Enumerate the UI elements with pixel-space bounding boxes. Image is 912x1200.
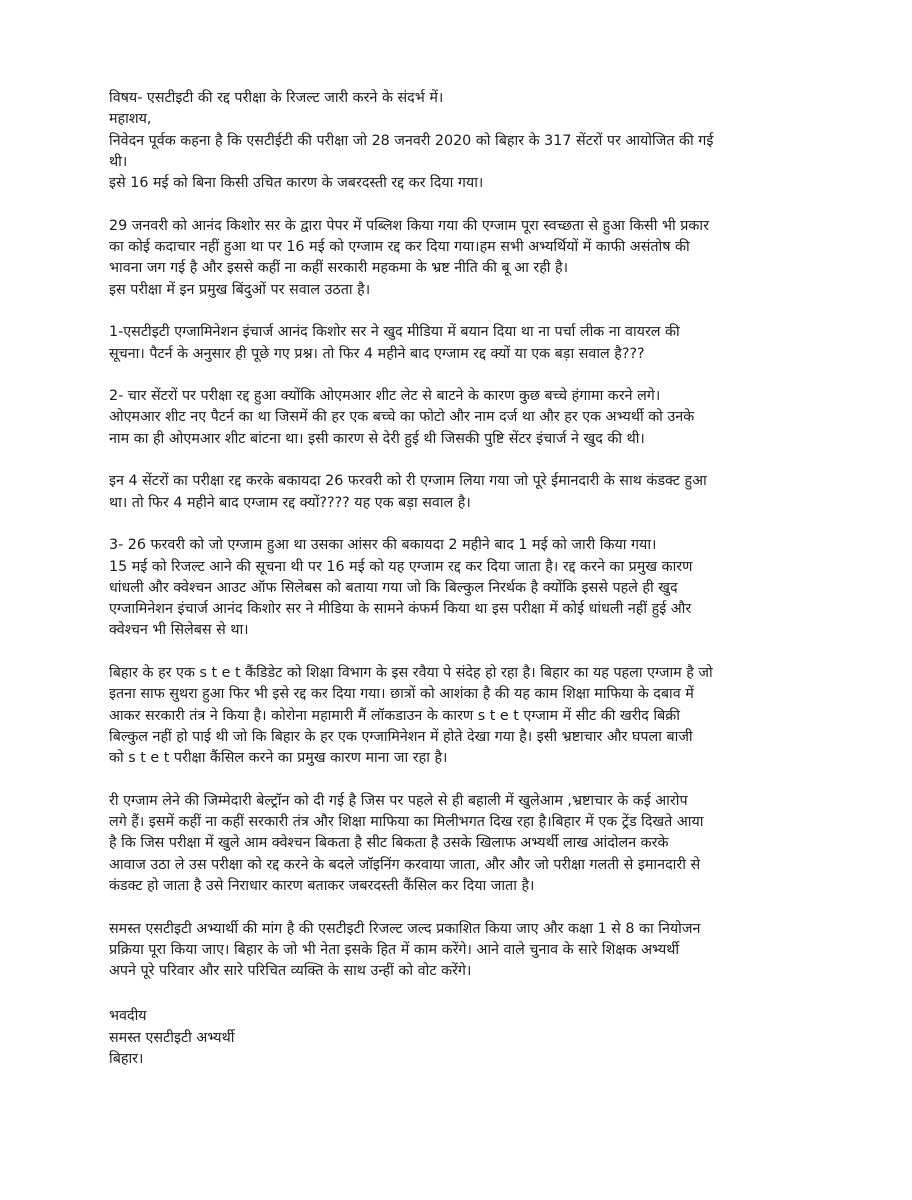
paragraph-line: एग्जामिनेशन इंचार्ज आनंद किशोर सर ने मीडिया के सामने कंफर्म किया था इस परीक्षा में कोई धांधली नहीं हुई और [109,601,692,618]
valediction: भवदीय [109,1008,147,1025]
paragraph-line: बिल्कुल नहीं हो पाई थी जो कि बिहार के हर एक एग्जामिनेशन में होते देखा गया है। इसी भ्रष्टाचार और घपला बाजी [109,728,693,745]
paragraph-line: आकर सरकारी तंत्र ने किया है। कोरोना महामारी मैं लॉकडाउन के कारण s t e t एग्जाम में सीट की खरीद बिक्री [109,707,680,724]
paragraph-spacer [109,642,809,663]
paragraph-spacer [109,770,809,791]
paragraph-line: आवाज उठा ले उस परीक्षा को रद्द करने के बदले जॉइनिंग करवाया जाता, और और जो परीक्षा गलती से इमानदारी से [109,856,701,873]
paragraph-spacer [109,194,809,215]
paragraph-line: 15 मई को रिजल्ट आने की सूचना थी पर 16 मई को यह एग्जाम रद्द कर दिया जाता है। रद्द करने का प्रमुख कारण [109,558,693,575]
paragraph-spacer [109,365,809,386]
paragraph-line: 29 जनवरी को आनंद किशोर सर के द्वारा पेपर में पब्लिश किया गया की एग्जाम पूरा स्वच्छता से हुआ किसी भी प्रकार [109,217,709,234]
intro-paragraph [109,131,809,195]
paragraph-line: सूचना। पैटर्न के अनुसार ही पूछे गए प्रश्न। तो फिर 4 महीने बाद एग्जाम रद्द क्यों या एक बड़ा सवाल है??? [109,345,645,362]
intro-line: थी। [109,153,128,170]
closing-block [109,1006,809,1070]
letter-subject: विषय- एसटीइटी की रद्द परीक्षा के रिजल्ट जारी करने के संदर्भ में। [109,90,444,106]
paragraph-line: 1-एसटीइटी एग्जामिनेशन इंचार्ज आनंद किशोर सर ने खुद मीडिया में बयान दिया था ना पर्चा लीक ना वायरल की [109,324,680,341]
background-paragraph [109,216,809,301]
paragraph-line: 2- चार सेंटरों पर परीक्षा रद्द हुआ क्योंकि ओएमआर शीट लेट से बाटने के कारण कुछ बच्चे हंगामा करने लगे। [109,388,661,405]
paragraph-line: री एग्जाम लेने की जिम्मेदारी बेल्ट्रॉन को दी गई है जिस पर पहले से ही बहाली में खुलेआम ,भ्रष्टाचार के कई आरोप [109,792,688,809]
letter-body [109,88,809,1070]
paragraph-line: भावना जग गई है और इससे कहीं ना कहीं सरकारी महकमा के भ्रष्ट नीति की बू आ रही है। [109,260,569,277]
point-3-paragraph [109,535,809,641]
paragraph-line: नाम का ही ओएमआर शीट बांटना था। इसी कारण से देरी हुई थी जिसकी पुष्टि सेंटर इंचार्ज ने खुद की थी। [109,430,645,447]
paragraph-line: ओएमआर शीट नए पैटर्न का था जिसमें की हर एक बच्चे का फोटो और नाम दर्ज था और हर एक अभ्यर्थी को उनके [109,409,695,426]
point-2-followup-paragraph [109,471,809,514]
paragraph-line: का कोई कदाचार नहीं हुआ था पर 16 मई को एग्जाम रद्द कर दिया गया।हम सभी अभ्यर्थियों में काफी असंतोष की [109,239,690,256]
salutation: महाशय, [109,111,152,128]
paragraph-line: है कि जिस परीक्षा में खुले आम क्वेश्चन बिकता है सीट बिकता है उसके खिलाफ अभ्यर्थी लाख आंदोलन करके [109,835,669,852]
paragraph-line: इस परीक्षा में इन प्रमुख बिंदुओं पर सवाल उठता है। [109,281,371,298]
point-2-paragraph [109,386,809,450]
paragraph-line: इन 4 सेंटरों का परीक्षा रद्द करके बकायदा 26 फरवरी को री एग्जाम लिया गया जो पूरे ईमानदारी के साथ कंडक्ट हुआ [109,473,707,490]
intro-line: इसे 16 मई को बिना किसी उचित कारण के जबरदस्ती रद्द कर दिया गया। [109,175,484,192]
paragraph-spacer [109,982,809,1006]
paragraph-line: अपने पूरे परिवार और सारे परिचित व्यक्ति के साथ उन्हीं को वोट करेंगे। [109,963,472,980]
paragraph-spacer [109,897,809,918]
paragraph-line: इतना साफ सुथरा हुआ फिर भी इसे रद्द कर दिया गया। छात्रों को आशंका है की यह काम शिक्षा माफिया के दबाव में [109,686,694,703]
paragraph-line: समस्त एसटीइटी अभ्यार्थी की मांग है की एसटीइटी रिजल्ट जल्द प्रकाशित किया जाए और कक्षा 1 से 8 का नियोजन [109,920,701,937]
paragraph-line: प्रक्रिया पूरा किया जाए। बिहार के जो भी नेता इसके हित में काम करेंगे। आने वाले चुनाव के सारे शिक्षक अभ्यर्थी [109,941,680,958]
paragraph-line: कंडक्ट हो जाता है उसे निराधार कारण बताकर जबरदस्ती कैंसिल कर दिया जाता है। [109,877,535,894]
paragraph-spacer [109,301,809,322]
paragraph-line: धांधली और क्वेश्चन आउट ऑफ सिलेबस को बताया गया जो कि बिल्कुल निरर्थक है क्योंकि इससे पहले ही खुद [109,579,678,596]
paragraph-line: को s t e t परीक्षा कैंसिल करने का प्रमुख कारण माना जा रहा है। [109,750,448,767]
signatory-place: बिहार। [109,1051,144,1068]
paragraph-line: क्वेश्चन भी सिलेबस से था। [109,622,249,639]
paragraph-line: लगे हैं। इसमें कहीं ना कहीं सरकारी तंत्र और शिक्षा माफिया का मिलीभगत दिख रहा है।बिहार में एक ट्रेंड दिखते आया [109,814,704,831]
paragraph-line: बिहार के हर एक s t e t कैंडिडेट को शिक्षा विभाग के इस रवैया पे संदेह हो रहा है। बिहार का यह पहला एग्जाम है जो [109,665,713,682]
paragraph-spacer [109,450,809,471]
point-1-paragraph [109,322,809,365]
demand-paragraph [109,919,809,983]
signatory: समस्त एसटीइटी अभ्यर्थी [109,1029,235,1046]
intro-line: निवेदन पूर्वक कहना है कि एसटीईटी की परीक्षा जो 28 जनवरी 2020 को बिहार के 317 सेंटरों पर आयोजित की गई [109,132,714,149]
paragraph-line: 3- 26 फरवरी को जो एग्जाम हुआ था उसका आंसर की बकायदा 2 महीने बाद 1 मई को जारी किया गया। [109,537,657,554]
paragraph-line: था। तो फिर 4 महीने बाद एग्जाम रद्द क्यों???? यह एक बड़ा सवाल है। [109,494,471,511]
re-exam-paragraph [109,791,809,897]
bihar-candidates-paragraph [109,663,809,769]
paragraph-spacer [109,514,809,535]
